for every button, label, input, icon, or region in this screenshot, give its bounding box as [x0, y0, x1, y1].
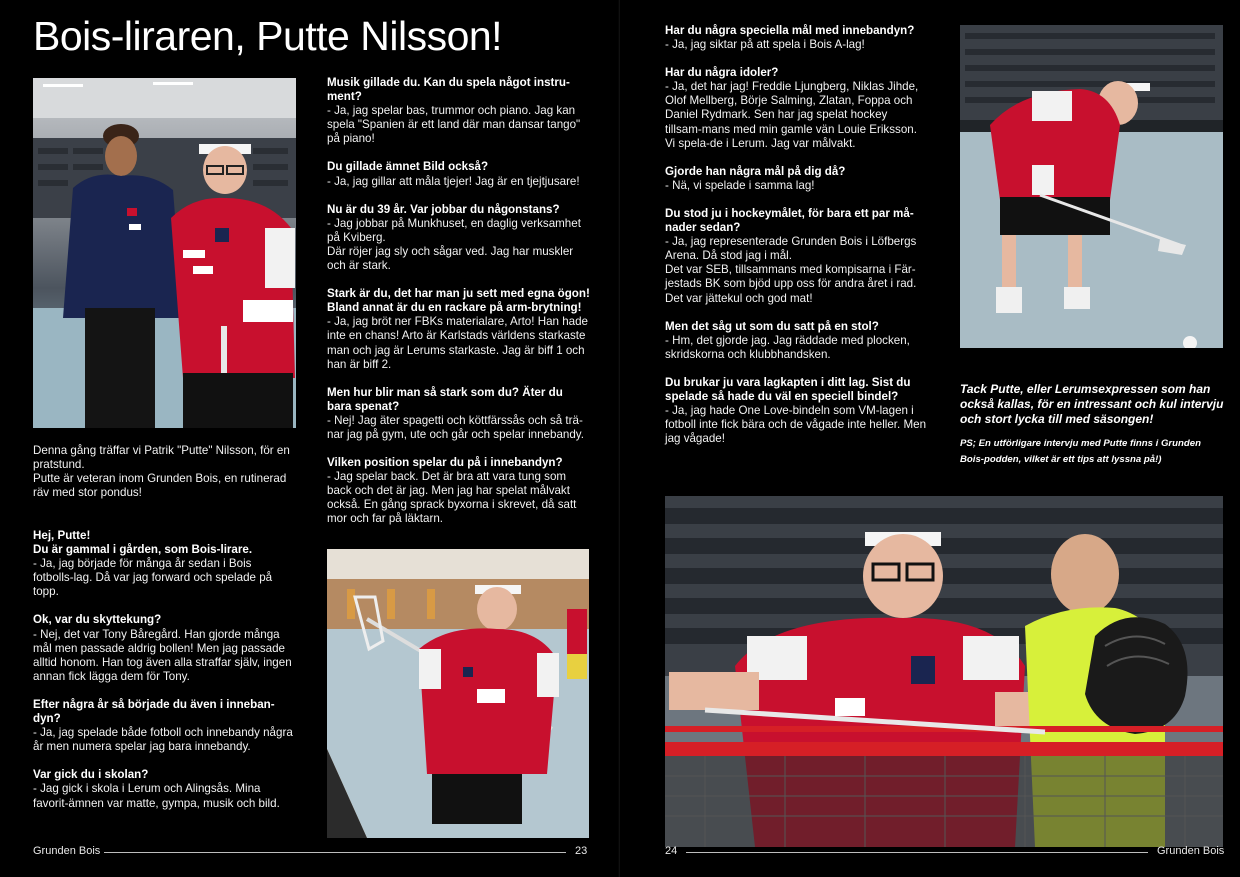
answer: - Ja, det har jag! Freddie Ljungberg, Niklas Jihde, Olof Mellberg, Börje Salming, Zlatan, Foppa och Daniel Rydmark. Sen har jag spelat hockey tillsam-mans med min gamle vän Louie Eriksson. Vi spela-de i Lerum. Jag var målvakt.: [665, 80, 919, 150]
question: Gjorde han några mål på dig då?: [665, 164, 846, 178]
answer: - Jag gick i skola i Lerum och Alingsås. Mina favorit-ämnen var matte, gympa, musik och bild.: [33, 782, 280, 810]
footer-left-name: Grunden Bois: [33, 845, 101, 857]
qa-block: [33, 529, 295, 599]
photo-putte-shooting: [960, 25, 1223, 348]
answer: - Jag jobbar på Munkhuset, en daglig verksamhet på Kviberg. Där röjer jag sly och sågar ved. Jag har muskler och är stark.: [327, 216, 581, 273]
footer-left-page-number: 23: [575, 845, 588, 857]
qa-block: [327, 76, 590, 146]
question: Musik gillade du. Kan du spela något instru-ment?: [327, 76, 570, 104]
answer: - Ja, jag siktar på att spela i Bois A-lag!: [665, 38, 865, 52]
photo-putte-with-goalkeeper: [665, 496, 1223, 847]
question: Har du några idoler?: [665, 66, 779, 80]
answer: - Nej! Jag äter spagetti och köttfärssås och så trä-nar jag på gym, ute och går och spelar innebandy.: [327, 413, 584, 441]
question: Stark är du, det har man ju sett med egna ögon! Bland annat är du en rackare på arm-brytning!: [327, 287, 590, 315]
question: Men hur blir man så stark som du? Äter du bara spenat?: [327, 385, 563, 413]
intro-paragraph: Putte är veteran inom Grunden Bois, en rutinerad räv med stor pondus!: [33, 472, 287, 500]
footer-rule: [104, 852, 566, 853]
qa-block: [33, 613, 295, 683]
answer: - Ja, jag gillar att måla tjejer! Jag är en tjejtjusare!: [327, 174, 580, 188]
photo-putte-with-coach: [33, 78, 296, 428]
answer: - Hm, det gjorde jag. Jag räddade med plocken, skridskorna och klubbhandsken.: [665, 333, 910, 361]
qa-block: [33, 768, 295, 810]
qa-block: [327, 386, 590, 442]
qa-block: [665, 320, 927, 362]
question: Var gick du i skolan?: [33, 768, 149, 782]
ps-note: PS; En utförligare intervju med Putte finns i Grunden Bois-podden, vilket är ett tips att lyssna på!): [960, 438, 1201, 465]
qa-block: [665, 66, 927, 151]
question: Du brukar ju vara lagkapten i ditt lag. Sist du spelade så hade du väl en speciell bindel?: [665, 375, 911, 403]
question: Men det såg ut som du satt på en stol?: [665, 319, 879, 333]
qa-block: [665, 24, 927, 52]
qa-block: [665, 376, 927, 446]
intro-paragraph: Denna gång träffar vi Patrik "Putte" Nilsson, för en pratstund.: [33, 444, 290, 472]
column-middle: [327, 76, 590, 541]
page-24: [620, 0, 1240, 877]
photo-putte-with-stick: [327, 549, 589, 838]
answer: - Nej, det var Tony Båregård. Han gjorde många mål men passade aldrig bollen! Men jag passade alltid honom. Han tog även alla straffar själv, ingen annan fick lägga dem för Tony.: [33, 627, 292, 683]
question: Ok, var du skyttekung?: [33, 613, 162, 627]
qa-block: [327, 456, 590, 526]
qa-block: [327, 160, 590, 188]
closing-caption: Tack Putte, eller Lerumsexpressen som han också kallas, för en intressant och kul intervju och stort lycka till med säsongen!: [960, 382, 1224, 426]
qa-block: [327, 287, 590, 372]
answer: - Ja, jag representerade Grunden Bois i Löfbergs Arena. Då stod jag i mål. Det var SEB, tillsammans med kompisarna i Fär-jestads BK som bjöd upp oss för andra året i rad. Det var jättekul och god mat!: [665, 235, 917, 305]
qa-block: [33, 698, 295, 754]
answer: - Ja, jag spelade både fotboll och innebandy några år men numera spelar jag bara innebandy.: [33, 726, 293, 754]
qa-block: [665, 165, 927, 193]
answer: - Nä, vi spelade i samma lag!: [665, 178, 815, 192]
footer-right-page-number: 24: [665, 845, 678, 857]
question: Du stod ju i hockeymålet, för bara ett par må-nader sedan?: [665, 206, 914, 235]
answer: - Ja, jag hade One Love-bindeln som VM-lagen i fotboll inte fick bära och de vågade inte heller. Men jag vågade!: [665, 404, 927, 446]
question: Du gillade ämnet Bild också?: [327, 160, 489, 174]
question: Har du några speciella mål med innebandyn?: [665, 24, 915, 37]
answer: - Ja, jag började för många år sedan i Bois fotbolls-lag. Då var jag forward och spelade på topp.: [33, 557, 273, 599]
question: Vilken position spelar du på i innebandyn?: [327, 456, 563, 470]
intro-text: [33, 444, 295, 500]
question: Efter några år så började du även i inneban-dyn?: [33, 697, 275, 726]
answer: - Ja, jag spelar bas, trummor och piano. Jag kan spela "Spanien är ett land där man dansar tango" på piano!: [327, 104, 581, 146]
footer-right-name: Grunden Bois: [1157, 845, 1225, 857]
footer-rule: [686, 852, 1148, 853]
answer: - Ja, jag bröt ner FBKs materialare, Arto! Han hade inte en chans! Arto är Karlstads världens starkaste man och jag är Lerums starkaste. Jag är biff 1 och han är biff 2.: [327, 315, 588, 371]
column-right: [665, 24, 927, 460]
question: Nu är du 39 år. Var jobbar du någonstans?: [327, 202, 560, 216]
qa-block: [327, 203, 590, 273]
question: Hej, Putte! Du är gammal i gården, som Bois-lirare.: [33, 529, 253, 557]
column-left: [33, 529, 295, 825]
answer: - Jag spelar back. Det är bra att vara tung som back och det är jag. Men jag har spelat målvakt också. En gång sprack byxorna i skrevet, då satt mor och far på läktarn.: [327, 470, 577, 526]
article-title: Bois-liraren, Putte Nilsson!: [33, 13, 503, 59]
qa-block: [665, 207, 927, 306]
